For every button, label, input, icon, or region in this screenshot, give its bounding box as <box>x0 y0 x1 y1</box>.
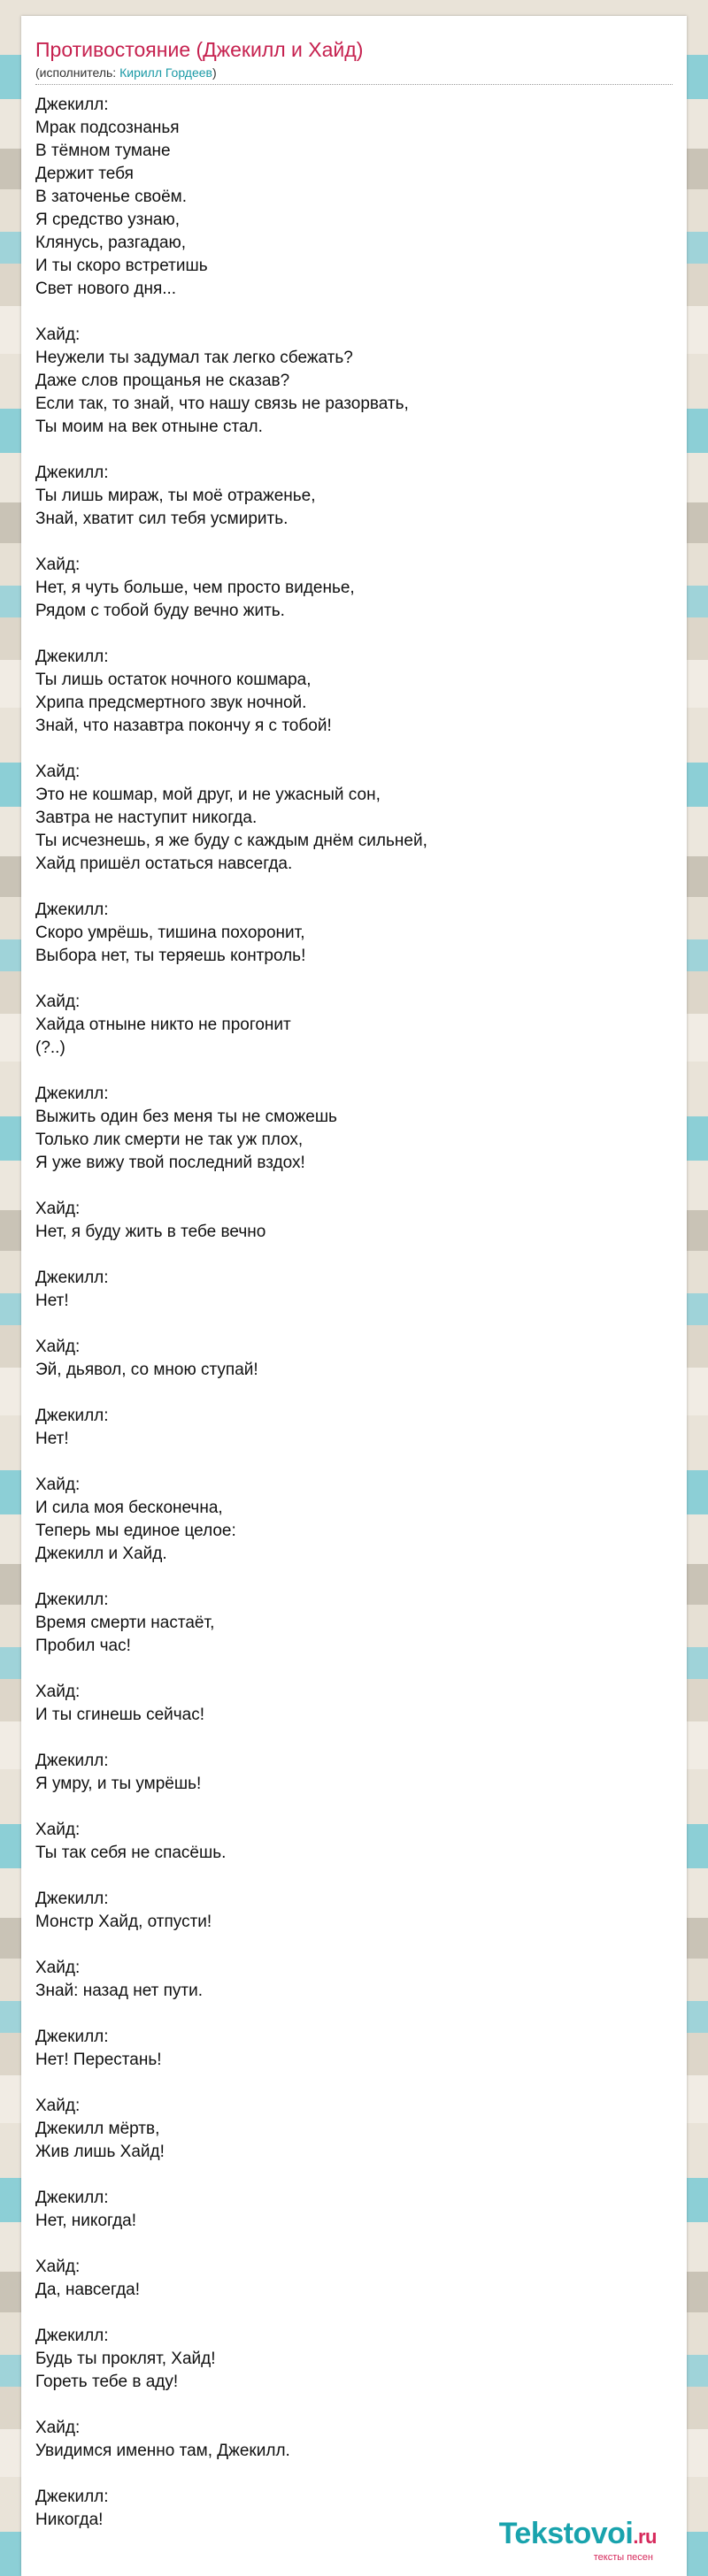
lyric-line: Я уже вижу твой последний вздох! <box>35 1154 305 1172</box>
lyric-line: Эй, дьявол, со мною ступай! <box>35 1361 258 1379</box>
lyrics-stanza <box>35 761 673 876</box>
lyric-line: Нет! <box>35 1292 69 1310</box>
speaker-label: Хайд: <box>35 1821 81 1839</box>
speaker-label: Хайд: <box>35 993 81 1011</box>
lyrics-stanza <box>35 1957 673 2003</box>
lyric-line: Мрак подсознанья <box>35 119 180 137</box>
speaker-label: Хайд: <box>35 556 81 574</box>
lyrics-stanza <box>35 1750 673 1796</box>
lyrics-stanza <box>35 94 673 301</box>
lyric-line: Будь ты проклят, Хайд! <box>35 2350 216 2368</box>
lyrics-stanza <box>35 1888 673 1934</box>
lyric-line: Свет нового дня... <box>35 280 177 298</box>
speaker-label: Хайд: <box>35 1959 81 1977</box>
lyrics-stanza <box>35 2325 673 2394</box>
lyric-line: Держит тебя <box>35 165 134 183</box>
lyric-line: Ты моим на век отныне стал. <box>35 418 263 436</box>
logo-tld: .ru <box>633 2526 657 2548</box>
lyrics-stanza <box>35 554 673 623</box>
logo-tagline: тексты песен <box>593 2552 653 2563</box>
lyrics-stanza <box>35 1267 673 1313</box>
lyric-line: Гореть тебе в аду! <box>35 2373 179 2391</box>
speaker-label: Хайд: <box>35 326 81 344</box>
artist-link[interactable]: Кирилл Гордеев <box>119 65 212 80</box>
lyrics-stanza <box>35 1336 673 1382</box>
lyric-line: Хайда отныне никто не прогонит <box>35 1016 291 1034</box>
lyric-line: Скоро умрёшь, тишина похоронит, <box>35 924 305 942</box>
lyric-line: И сила моя бесконечна, <box>35 1499 223 1517</box>
site-logo[interactable] <box>499 2518 657 2564</box>
logo-name: Tekstovoi <box>498 2517 634 2550</box>
lyrics-stanza <box>35 1589 673 1658</box>
lyric-line: Ты лишь мираж, ты моё отраженье, <box>35 487 316 505</box>
speaker-label: Джекилл: <box>35 2327 109 2345</box>
lyric-line: Да, навсегда! <box>35 2281 141 2299</box>
lyrics-stanza <box>35 991 673 1060</box>
page-content <box>21 16 687 2576</box>
lyric-line: Если так, то знай, что нашу связь не разорвать, <box>35 395 409 413</box>
lyric-line: Неужели ты задумал так легко сбежать? <box>35 349 353 367</box>
speaker-label: Джекилл: <box>35 1407 109 1425</box>
lyric-line: Джекилл и Хайд. <box>35 1545 167 1563</box>
lyric-line: Никогда! <box>35 2511 104 2529</box>
speaker-label: Джекилл: <box>35 2028 109 2046</box>
speaker-label: Хайд: <box>35 2258 81 2276</box>
lyrics-stanza <box>35 462 673 531</box>
lyrics-stanza <box>35 646 673 738</box>
lyric-line: Нет! Перестань! <box>35 2051 162 2069</box>
lyric-line: Хайд пришёл остаться навсегда. <box>35 855 293 873</box>
lyrics-stanza <box>35 1198 673 1244</box>
lyric-line: Нет! <box>35 1430 69 1448</box>
lyrics-stanza <box>35 2417 673 2463</box>
artist-suffix: ) <box>212 65 217 80</box>
lyrics-stanza <box>35 1681 673 1727</box>
lyric-line: Нет, я буду жить в тебе вечно <box>35 1223 266 1241</box>
page-title: Противостояние (Джекилл и Хайд) <box>35 38 364 61</box>
lyric-line: Знай, что назавтра покончу я с тобой! <box>35 717 332 735</box>
lyrics-stanza <box>35 2026 673 2072</box>
speaker-label: Джекилл: <box>35 1752 109 1770</box>
lyric-line: Только лик смерти не так уж плох, <box>35 1131 304 1149</box>
lyric-line: Теперь мы единое целое: <box>35 1522 236 1540</box>
logo-wordmark <box>499 2518 657 2552</box>
lyrics-stanza <box>35 899 673 968</box>
lyric-line: Ты так себя не спасёшь. <box>35 1844 227 1862</box>
artist-prefix: (исполнитель: <box>35 65 120 80</box>
lyric-line: Завтра не наступит никогда. <box>35 809 258 827</box>
speaker-label: Хайд: <box>35 763 81 781</box>
speaker-label: Хайд: <box>35 1338 81 1356</box>
lyrics-stanza <box>35 1405 673 1451</box>
speaker-label: Хайд: <box>35 2419 81 2437</box>
speaker-label: Хайд: <box>35 1476 81 1494</box>
speaker-label: Джекилл: <box>35 96 109 114</box>
speaker-label: Джекилл: <box>35 1085 109 1103</box>
lyric-line: Рядом с тобой буду вечно жить. <box>35 602 285 620</box>
lyric-line: Клянусь, разгадаю, <box>35 234 187 252</box>
lyric-line: (?..) <box>35 1039 65 1057</box>
speaker-label: Хайд: <box>35 2097 81 2115</box>
lyric-line: Ты лишь остаток ночного кошмара, <box>35 671 312 689</box>
lyric-line: Выжить один без меня ты не сможешь <box>35 1108 337 1126</box>
lyric-line: Время смерти настаёт, <box>35 1614 215 1632</box>
lyric-line: Знай, хватит сил тебя усмирить. <box>35 510 289 528</box>
speaker-label: Джекилл: <box>35 464 109 482</box>
lyric-line: Я умру, и ты умрёшь! <box>35 1775 202 1793</box>
lyrics-stanza <box>35 2095 673 2164</box>
speaker-label: Джекилл: <box>35 1890 109 1908</box>
lyric-line: Нет, никогда! <box>35 2212 137 2230</box>
speaker-label: Джекилл: <box>35 2189 109 2207</box>
lyric-line: Это не кошмар, мой друг, и не ужасный сон, <box>35 786 381 804</box>
lyric-line: Монстр Хайд, отпусти! <box>35 1913 212 1931</box>
lyrics-stanza <box>35 2187 673 2233</box>
speaker-label: Джекилл: <box>35 901 109 919</box>
speaker-label: Джекилл: <box>35 1591 109 1609</box>
lyric-line: И ты сгинешь сейчас! <box>35 1706 205 1724</box>
lyric-line: Ты исчезнешь, я же буду с каждым днём сильней, <box>35 832 427 850</box>
lyrics-stanza <box>35 1819 673 1865</box>
speaker-label: Джекилл: <box>35 1269 109 1287</box>
lyrics-stanza <box>35 1474 673 1566</box>
lyric-line: И ты скоро встретишь <box>35 257 208 275</box>
speaker-label: Джекилл: <box>35 2488 109 2506</box>
lyrics-stanza <box>35 2256 673 2302</box>
artist-line <box>35 65 673 80</box>
lyric-line: Джекилл мёртв, <box>35 2120 160 2138</box>
lyrics-body <box>35 94 673 2555</box>
lyrics-stanza <box>35 1083 673 1175</box>
lyric-line: В тёмном тумане <box>35 142 171 160</box>
lyric-line: Жив лишь Хайд! <box>35 2143 165 2161</box>
speaker-label: Хайд: <box>35 1200 81 1218</box>
lyric-line: Хрипа предсмертного звук ночной. <box>35 694 307 712</box>
lyric-line: Пробил час! <box>35 1637 131 1655</box>
lyric-line: Выбора нет, ты теряешь контроль! <box>35 947 306 965</box>
speaker-label: Джекилл: <box>35 648 109 666</box>
lyric-line: В заточенье своём. <box>35 188 188 206</box>
lyric-line: Увидимся именно там, Джекилл. <box>35 2442 290 2460</box>
song-header <box>35 37 673 85</box>
lyric-line: Нет, я чуть больше, чем просто виденье, <box>35 579 355 597</box>
lyric-line: Я средство узнаю, <box>35 211 181 229</box>
lyrics-stanza <box>35 324 673 439</box>
lyric-line: Даже слов прощанья не сказав? <box>35 372 290 390</box>
speaker-label: Хайд: <box>35 1683 81 1701</box>
lyric-line: Знай: назад нет пути. <box>35 1982 203 2000</box>
